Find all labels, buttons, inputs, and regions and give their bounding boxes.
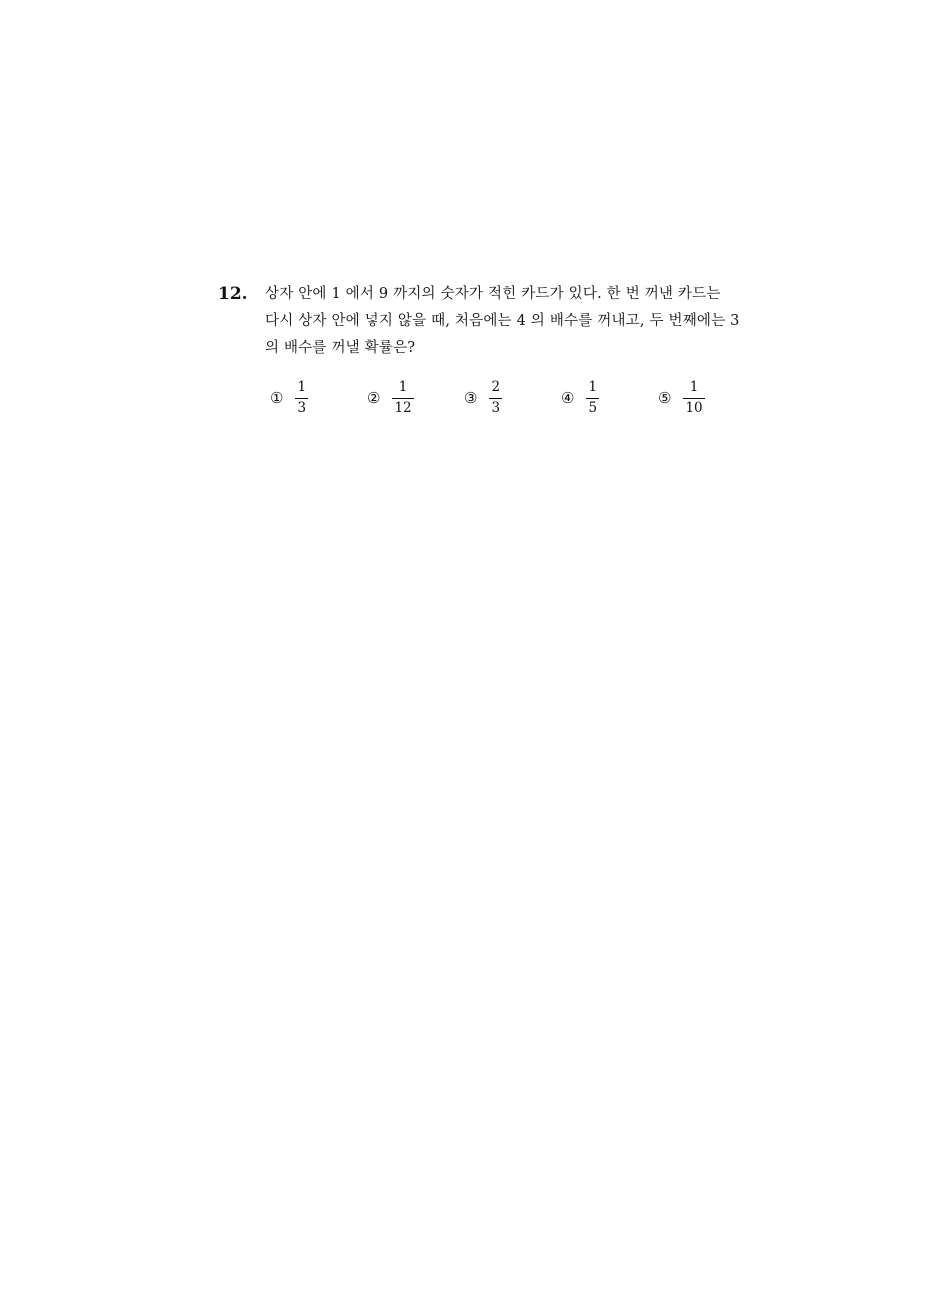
numerator: 2 xyxy=(491,379,501,395)
denominator: 5 xyxy=(588,399,598,416)
question-line: 다시 상자 안에 넣지 않을 때, 처음에는 4 의 배수를 꺼내고, 두 번째에는 3 xyxy=(265,313,740,329)
fraction xyxy=(295,381,308,415)
choice-mark: ⑤ xyxy=(658,388,672,407)
numerator: 1 xyxy=(398,379,408,395)
choice-mark: ④ xyxy=(561,388,575,407)
question-text xyxy=(265,281,760,362)
numerator: 1 xyxy=(297,379,307,395)
question-line: 상자 안에 1 에서 9 까지의 숫자가 적힌 카드가 있다. 한 번 꺼낸 카드는 xyxy=(265,286,721,302)
denominator: 10 xyxy=(685,399,703,416)
denominator: 3 xyxy=(491,399,501,416)
choice-4[interactable] xyxy=(561,376,599,420)
fraction xyxy=(489,381,502,415)
choice-mark: ① xyxy=(270,388,284,407)
choice-2[interactable] xyxy=(367,376,414,420)
fraction xyxy=(683,381,704,415)
choice-1[interactable] xyxy=(270,376,308,420)
denominator: 12 xyxy=(394,399,412,416)
fraction xyxy=(586,381,599,415)
fraction xyxy=(392,381,413,415)
choice-5[interactable] xyxy=(658,376,705,420)
choice-mark: ② xyxy=(367,388,381,407)
numerator: 1 xyxy=(689,379,699,395)
question-line: 의 배수를 꺼낼 확률은? xyxy=(265,340,416,356)
answer-choices xyxy=(270,376,750,420)
denominator: 3 xyxy=(297,399,307,416)
numerator: 1 xyxy=(588,379,598,395)
choice-mark: ③ xyxy=(464,388,478,407)
question-number: 12. xyxy=(218,284,248,304)
choice-3[interactable] xyxy=(464,376,502,420)
